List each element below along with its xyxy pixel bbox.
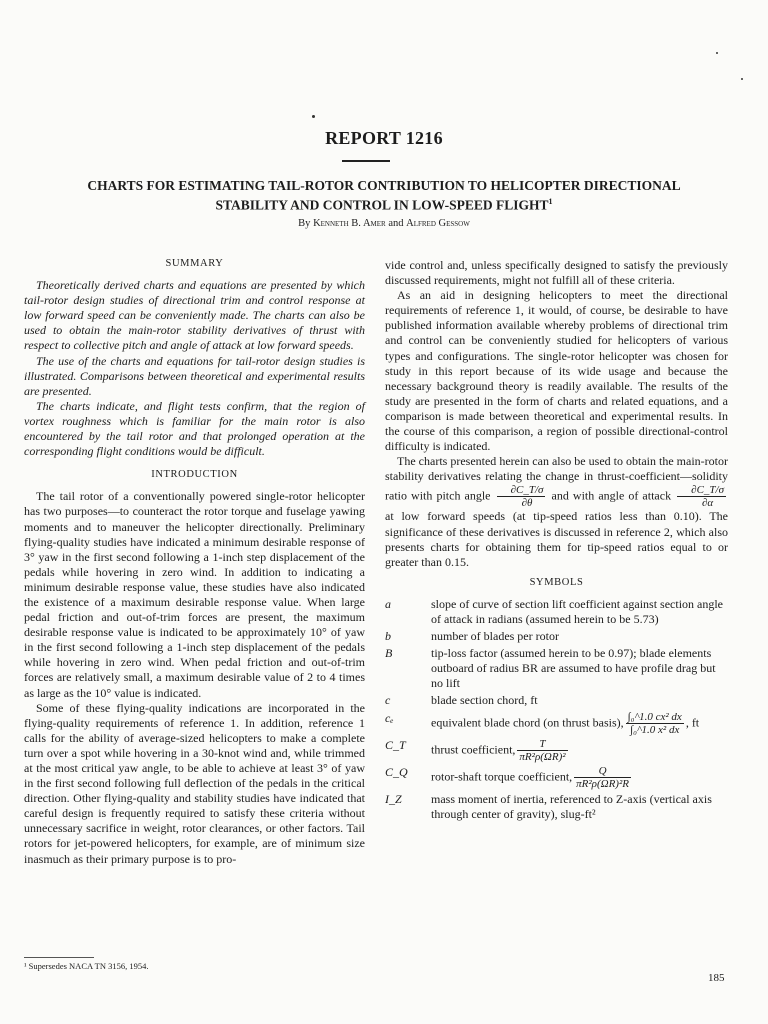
derivative-pitch-denominator: ∂θ	[521, 497, 533, 510]
intro-p4-part-a: The charts presented herein can also be used to obtain the main-rotor stability derivatives relating the change in thrust-coefficient—solidity ratio with pitch angle	[385, 454, 728, 503]
symbol-definition-text: rotor-shaft torque coefficient,	[431, 768, 573, 783]
symbol-row	[385, 711, 728, 736]
title-line-2-text: STABILITY AND CONTROL IN LOW-SPEED FLIGHT	[215, 197, 549, 213]
symbol-definition	[431, 693, 728, 708]
symbol-row	[385, 792, 728, 822]
title-rule	[342, 160, 390, 162]
symbol-term: C_Q	[385, 764, 408, 779]
title-line-2	[24, 194, 744, 214]
report-number: REPORT 1216	[325, 128, 443, 148]
symbol-row	[385, 597, 728, 627]
derivative-attack-numerator: ∂C_T/σ	[677, 484, 726, 497]
symbol-row	[385, 738, 728, 763]
symbol-definition	[431, 765, 728, 790]
byline-and: and	[388, 218, 404, 229]
symbol-formula-denominator: πR²ρ(ΩR)²	[519, 750, 566, 763]
symbol-formula	[574, 765, 631, 790]
symbol-term: a	[385, 596, 391, 611]
symbol-row	[385, 765, 728, 790]
symbol-term: cₑ	[385, 710, 394, 725]
symbol-row	[385, 693, 728, 708]
scan-speck	[312, 115, 315, 118]
introduction-heading: INTRODUCTION	[151, 469, 238, 481]
byline	[0, 218, 768, 229]
symbol-formula	[626, 711, 684, 736]
intro-paragraph-3: As an aid in designing helicopters to meet the directional requirements of reference 1, it would, of course, be desirable to have published information available whereby problems of directional trim and control can be conveniently studied for helicopters of various types and configurations. The single-rotor helicopter was chosen for study in this report because of its wide usage and because the necessary background theory is readily available. The results of the study are presented in the form of charts and related equations, and a comparison is made between theoretical and experimental results. In the course of this comparison, a region of possible directional-control difficulty is indicated.	[385, 288, 728, 454]
symbol-definition	[431, 646, 728, 691]
left-column	[24, 256, 365, 867]
symbol-definition	[431, 629, 728, 644]
derivative-attack-denominator: ∂α	[701, 497, 714, 510]
symbol-formula-numerator: T	[517, 738, 567, 751]
symbol-definition	[431, 792, 728, 822]
symbol-definition-text: tip-loss factor (assumed herein to be 0.97); blade elements outboard of radius BR are assumed to have profile drag but no lift	[431, 646, 716, 691]
symbol-definition	[431, 711, 728, 736]
symbol-row	[385, 646, 728, 691]
intro-p4-part-b: and with angle of attack	[551, 488, 672, 503]
author-2: Alfred Gessow	[406, 218, 470, 229]
symbol-definition	[431, 738, 728, 763]
symbol-definition-text: blade section chord, ft	[431, 693, 538, 708]
symbol-formula-suffix: , ft	[685, 714, 700, 729]
symbol-term: I_Z	[385, 791, 402, 806]
symbol-term: C_T	[385, 737, 406, 752]
title-footnote-mark: 1	[548, 197, 553, 206]
intro-paragraph-2: Some of these flying-quality indications are incorporated in the flying-quality requirements of reference 1. In addition, reference 1 calls for the ability of average-sized helicopters to make a complete turn over a spot while hovering in a 30-knot wind and, while trimmed at the most critical yaw angle, to be able to achieve at least 3° of yaw in the first second following full deflection of the pedals in the critical direction. Other flying-quality and stability studies have indicated that careful design is frequently required to satisfy these criteria without unnecessary sacrifice in weight, rotor clearances, or other factors. Tail rotors for jet-powered helicopters, for example, are of minimum size inasmuch as their primary purpose is to pro-	[24, 700, 365, 866]
symbol-definition-text: thrust coefficient,	[431, 741, 516, 756]
symbol-definition-text: mass moment of inertia, referenced to Z-axis (vertical axis through center of gravity), slug-ft²	[431, 791, 712, 821]
paper-title	[24, 178, 744, 214]
page-number: 185	[708, 972, 725, 984]
symbol-formula	[517, 738, 567, 763]
scan-speck	[741, 78, 743, 80]
symbol-row	[385, 629, 728, 644]
symbol-definition-text: number of blades per rotor	[431, 629, 559, 644]
intro-paragraph-4	[385, 454, 728, 570]
symbol-formula-denominator: πR²ρ(ΩR)²R	[576, 777, 629, 790]
symbols-heading: SYMBOLS	[529, 576, 584, 588]
footnote: ¹ Supersedes NACA TN 3156, 1954.	[24, 961, 149, 971]
intro-paragraph-2-continued: vide control and, unless specifically designed to satisfy the previously discussed requirements, might not fulfill all of these criteria.	[385, 258, 728, 288]
summary-paragraph-2: The use of the charts and equations for tail-rotor design studies is illustrated. Comparisons between theoretical and experimental results are presented.	[24, 353, 365, 398]
symbol-formula-numerator: Q	[574, 765, 631, 778]
symbol-definition	[431, 597, 728, 627]
right-column	[385, 258, 728, 824]
symbol-term: B	[385, 646, 393, 661]
symbols-list	[385, 597, 728, 822]
intro-paragraph-1: The tail rotor of a conventionally powered single-rotor helicopter has two purposes—to counteract the rotor torque and fuselage yawing moments and to maneuver the helicopter directionally. Preliminary flying-quality studies have indicated a minimum desirable response of 3° yaw in the first second following a 1-inch step displacement of the pedals while hovering in zero wind. In addition to indicating a minimum desirable response value, these studies have also indicated the existence of a maximum desirable response value. When large pedal friction and out-of-trim forces are present, the maximum desirable response value is indicated to be approximately 10° of yaw in the first second following a 1-inch step displacement of the pedals while hovering in zero wind. When pedal friction and out-of-trim forces are relatively small, a maximum desirable value of 2 to 4 times as large as the 10° value is indicated.	[24, 489, 365, 700]
symbol-definition-text: equivalent blade chord (on thrust basis),	[431, 714, 624, 729]
scan-speck	[716, 52, 718, 54]
symbol-formula-denominator: ∫₀^1.0 x² dx	[630, 723, 680, 736]
symbol-formula-numerator: ∫₀^1.0 cx² dx	[627, 710, 682, 723]
symbol-term: c	[385, 693, 391, 708]
summary-heading: SUMMARY	[165, 258, 224, 269]
symbol-term: b	[385, 629, 391, 644]
footnote-rule	[24, 957, 94, 958]
derivative-pitch	[497, 484, 546, 509]
symbol-definition-text: slope of curve of section lift coefficient against section angle of attack in radians (assumed herein to be 5.73)	[431, 596, 724, 626]
summary-paragraph-1: Theoretically derived charts and equations are presented by which tail-rotor design studies of directional trim and control response at low forward speed can be conveniently made. The charts can also be used to obtain the main-rotor stability derivatives of thrust with respect to collective pitch and angle of attack at low forward speeds.	[24, 278, 365, 353]
byline-by: By	[298, 218, 311, 229]
intro-p4-part-c: at low forward speeds (at tip-speed ratios less than 0.10). The significance of these derivatives is discussed in reference 2, which also presents charts for obtaining them for tip-speed ratios equal to or greater than 0.15.	[385, 509, 728, 569]
author-1: Kenneth B. Amer	[313, 218, 386, 229]
summary-paragraph-3: The charts indicate, and flight tests confirm, that the region of vortex roughness which is familiar for the main rotor is also encountered by the tail rotor and that prolonged operation at the corresponding flight conditions would be difficult.	[24, 398, 365, 459]
title-line-1: CHARTS FOR ESTIMATING TAIL-ROTOR CONTRIBUTION TO HELICOPTER DIRECTIONAL	[87, 178, 681, 193]
derivative-pitch-numerator: ∂C_T/σ	[497, 484, 546, 497]
derivative-attack	[677, 484, 726, 509]
